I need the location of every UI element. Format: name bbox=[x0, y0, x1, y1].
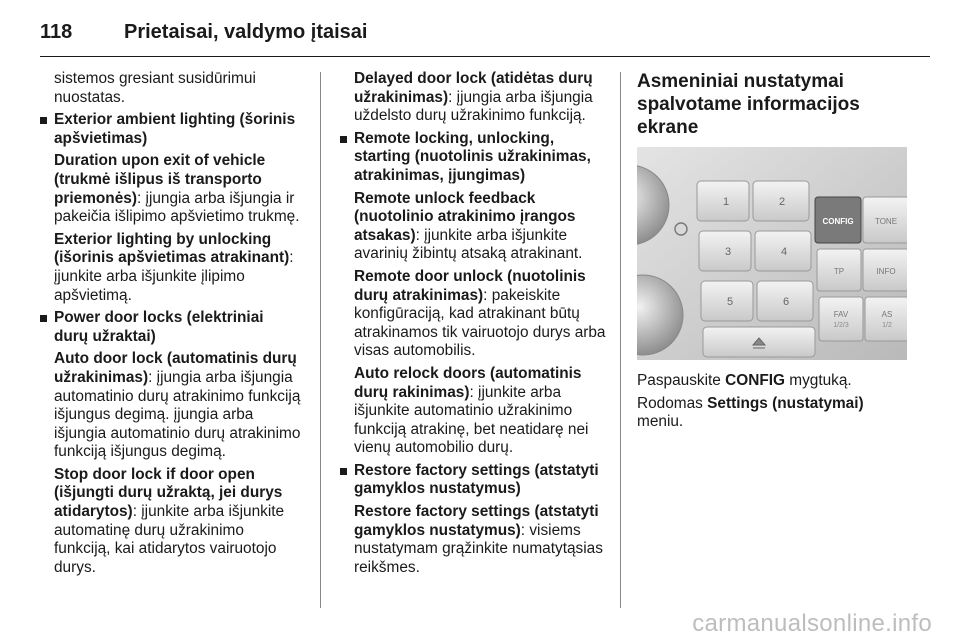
bullet-title: Restore factory settings (atstatyti gamyklos nustatymus) bbox=[354, 461, 599, 498]
setting-auto-door-lock bbox=[40, 350, 302, 462]
bullet-square-icon bbox=[340, 468, 347, 475]
setting-duration-exit bbox=[40, 152, 302, 226]
config-key-label: CONFIG bbox=[822, 217, 854, 226]
tp-key-label: TP bbox=[833, 267, 845, 276]
tone-key-label: TONE bbox=[874, 217, 898, 226]
page-header bbox=[40, 16, 367, 48]
column-divider-1 bbox=[320, 72, 321, 608]
setting-desc: : įjungia arba išjungia ir pakeičia išlipimo apšvietimo trukmę. bbox=[54, 189, 300, 226]
paragraph-continuation: sistemos gresiant susidūrimui nuostatas. bbox=[54, 70, 256, 106]
preset-key-4-label: 4 bbox=[781, 246, 788, 258]
setting-remote-door-unlock bbox=[340, 268, 606, 361]
setting-restore-factory bbox=[340, 503, 606, 577]
as-key-sublabel: 1/2 bbox=[882, 322, 892, 329]
setting-term: Delayed door lock (atidėtas durų užrakinimas) bbox=[354, 70, 593, 106]
column-divider-2 bbox=[620, 72, 621, 608]
instruction-settings-menu bbox=[637, 395, 907, 432]
preset-key-3-label: 3 bbox=[725, 246, 732, 258]
setting-term: Exterior lighting by unlocking (išorinis apšvietimas atrakinant) bbox=[54, 230, 290, 267]
watermark: carmanualsonline.info bbox=[692, 610, 932, 637]
bullet-square-icon bbox=[40, 315, 47, 322]
bullet-title: Exterior ambient lighting (šorinis apšvietimas) bbox=[54, 111, 296, 147]
bullet-square-icon bbox=[340, 136, 347, 143]
info-key-label: INFO bbox=[876, 267, 896, 276]
as-key bbox=[865, 297, 907, 341]
bullet-exterior-lighting bbox=[40, 111, 302, 148]
bullet-power-door-locks bbox=[40, 309, 302, 346]
text-run: Paspauskite bbox=[637, 372, 726, 389]
setting-term: Restore factory settings (atstatyti gamyklos nustatymus) bbox=[354, 503, 599, 539]
setting-desc: : įjunkite arba išjunkite avarinių žibintų atsaką atrakinant. bbox=[354, 226, 583, 263]
setting-term: Remote door unlock (nuotolinis durų atrakinimas) bbox=[354, 267, 586, 304]
page-number: 118 bbox=[40, 20, 73, 43]
setting-delayed-door-lock bbox=[340, 70, 606, 126]
text-run: Rodomas bbox=[637, 394, 708, 412]
setting-lighting-unlock bbox=[40, 231, 302, 305]
setting-desc: : įjunkite arba išjunkite įlipimo apšvietimą. bbox=[54, 249, 294, 304]
setting-desc: : pakeiskite konfigūraciją, kad atrakinant būtų atrakinamos tik vairuotojo durys arba visas automobilis. bbox=[354, 286, 606, 360]
section-heading: Asmeniniai nustatymai spalvotame informacijos ekrane bbox=[637, 71, 860, 138]
preset-key-5-label: 5 bbox=[727, 296, 734, 308]
page-title: Prietaisai, valdymo įtaisai bbox=[124, 20, 368, 43]
bullet-title: Power door locks (elektriniai durų užraktai) bbox=[54, 309, 264, 345]
button-name: CONFIG bbox=[725, 372, 785, 389]
fav-key-label: FAV bbox=[833, 310, 849, 319]
header-rule bbox=[40, 56, 930, 57]
setting-desc: : įjunkite arba išjunkite automatinę durų užrakinimo funkciją, kai atidarytos vairuotojo durys. bbox=[54, 503, 285, 576]
column-1 bbox=[40, 70, 302, 581]
bullet-square-icon bbox=[40, 117, 47, 124]
bullet-restore-factory bbox=[340, 462, 606, 499]
as-key-label: AS bbox=[881, 310, 893, 319]
fav-key bbox=[819, 297, 863, 341]
setting-auto-relock bbox=[340, 365, 606, 458]
preset-key-1-label: 1 bbox=[723, 196, 730, 208]
text-run: meniu. bbox=[637, 413, 684, 431]
menu-name: Settings (nustatymai) bbox=[707, 394, 864, 412]
column-3 bbox=[637, 70, 907, 436]
fav-key-sublabel: 1/2/3 bbox=[833, 322, 849, 329]
setting-desc: : įjungia arba išjungia automatinio durų atrakinimo funkciją išjungus degimą. įjungia arba išjungia automatinio durų atrakinimo funkciją išjungus degimą. bbox=[54, 368, 301, 461]
setting-term: Duration upon exit of vehicle (trukmė išlipus iš transporto priemonės) bbox=[54, 152, 266, 207]
setting-stop-door-lock bbox=[40, 466, 302, 578]
setting-term: Auto door lock (automatinis durų užrakinimas) bbox=[54, 350, 297, 386]
text-run: mygtuką. bbox=[784, 372, 852, 389]
setting-desc: : įjunkite arba išjunkite automatinio užrakinimo funkciją atrakinę, bet neatidarę nei vienų automobilio durų. bbox=[354, 383, 589, 457]
control-panel-photo bbox=[637, 147, 907, 360]
setting-term: Stop door lock if door open (išjungti durų užraktą, jei durys atidarytos) bbox=[54, 465, 283, 521]
preset-key-6-label: 6 bbox=[783, 296, 790, 308]
instruction-press-config bbox=[637, 372, 907, 391]
setting-remote-unlock-feedback bbox=[340, 190, 606, 264]
setting-term: Remote unlock feedback (nuotolinio atrakinimo įrangos atsakas) bbox=[354, 189, 576, 244]
bullet-remote-locking bbox=[340, 130, 606, 186]
bullet-title: Remote locking, unlocking, starting (nuotolinis užrakinimas, atrakinimas, įjungimas) bbox=[354, 129, 591, 184]
setting-desc: : įjungia arba išjungia uždelsto durų užrakinimo funkciją. bbox=[354, 88, 593, 125]
column-2 bbox=[340, 70, 606, 581]
setting-term: Auto relock doors (automatinis durų rakinimas) bbox=[354, 364, 582, 401]
preset-key-2-label: 2 bbox=[779, 196, 786, 208]
setting-desc: : visiems nustatymam grąžinkite numatytąsias reikšmes. bbox=[354, 521, 603, 576]
